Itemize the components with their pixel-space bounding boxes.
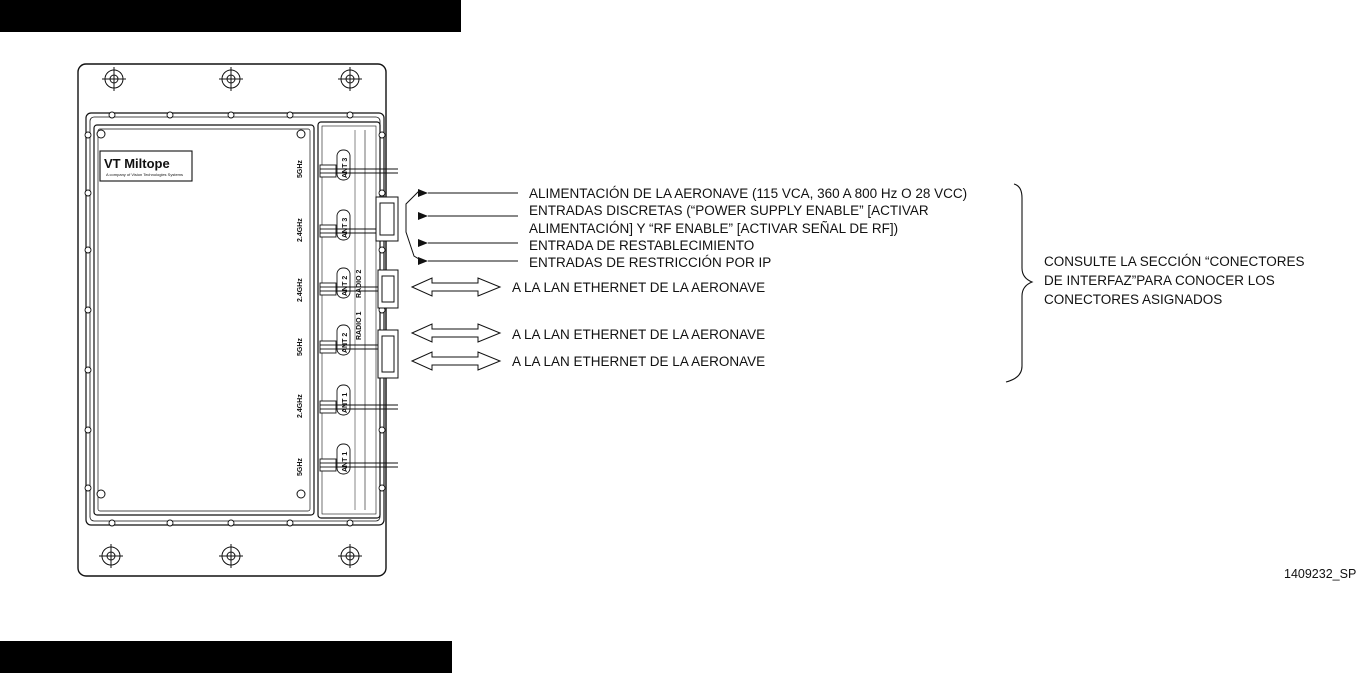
screw	[287, 112, 293, 118]
label-reset: ENTRADA DE RESTABLECIMIENTO	[529, 238, 755, 253]
device-cover-panel	[94, 125, 314, 515]
screw	[379, 247, 385, 253]
screw	[109, 112, 115, 118]
ant-badge-6: ANT 1	[342, 451, 349, 472]
screw	[379, 190, 385, 196]
screw	[85, 367, 91, 373]
screw	[228, 112, 234, 118]
label-discrete-1: ENTRADAS DISCRETAS (“POWER SUPPLY ENABLE” [ACTIVAR	[529, 203, 929, 218]
screw	[85, 247, 91, 253]
input-bracket	[406, 190, 424, 262]
screw	[347, 520, 353, 526]
brand-subtitle: A company of Vision Technologies Systems	[106, 172, 184, 177]
screw	[167, 112, 173, 118]
freq-label-6: 5GHz	[297, 458, 304, 476]
screw	[287, 520, 293, 526]
freq-label-1: 5GHz	[297, 160, 304, 178]
screw	[379, 485, 385, 491]
screw	[85, 307, 91, 313]
ant-badge-1: ANT 3	[342, 157, 349, 178]
freq-label-3: 2.4GHz	[297, 278, 304, 302]
ant-badge-3: ANT 2	[342, 275, 349, 296]
screw	[85, 485, 91, 491]
freq-label-5: 2.4GHz	[297, 394, 304, 418]
screw	[379, 132, 385, 138]
ant-badge-5: ANT 1	[342, 392, 349, 413]
screw	[85, 132, 91, 138]
screw	[85, 427, 91, 433]
radio-1-label: RADIO 1	[356, 311, 363, 340]
screw	[85, 190, 91, 196]
label-ip: ENTRADAS DE RESTRICCIÓN POR IP	[529, 255, 772, 270]
freq-label-2: 2.4GHz	[297, 218, 304, 242]
side-connectors	[376, 197, 398, 378]
screw	[109, 520, 115, 526]
input-arrows	[428, 193, 518, 261]
figure-reference: 1409232_SP	[1284, 567, 1357, 581]
screw	[228, 520, 234, 526]
ant-badge-2: ANT 3	[342, 217, 349, 238]
note-line-2: DE INTERFAZ”PARA CONOCER LOS	[1044, 273, 1275, 288]
label-power: ALIMENTACIÓN DE LA AERONAVE (115 VCA, 360 A 800 Hz O 28 VCC)	[529, 186, 968, 201]
label-lan-3: A LA LAN ETHERNET DE LA AERONAVE	[512, 354, 766, 369]
ant-badge-4: ANT 2	[342, 332, 349, 353]
freq-label-4: 5GHz	[297, 338, 304, 356]
screw	[167, 520, 173, 526]
summary-brace	[1006, 184, 1032, 382]
note-line-1: CONSULTE LA SECCIÓN “CONECTORES	[1044, 254, 1305, 269]
ethernet-double-arrows	[412, 278, 500, 370]
label-lan-2: A LA LAN ETHERNET DE LA AERONAVE	[512, 327, 766, 342]
note-line-3: CONECTORES ASIGNADOS	[1044, 292, 1223, 307]
label-lan-1: A LA LAN ETHERNET DE LA AERONAVE	[512, 280, 766, 295]
label-discrete-2: ALIMENTACIÓN] Y “RF ENABLE” [ACTIVAR SEÑAL DE RF])	[529, 221, 899, 236]
screw	[347, 112, 353, 118]
brand-name: VT Miltope	[104, 156, 170, 171]
radio-2-label: RADIO 2	[356, 269, 363, 298]
screw	[379, 427, 385, 433]
